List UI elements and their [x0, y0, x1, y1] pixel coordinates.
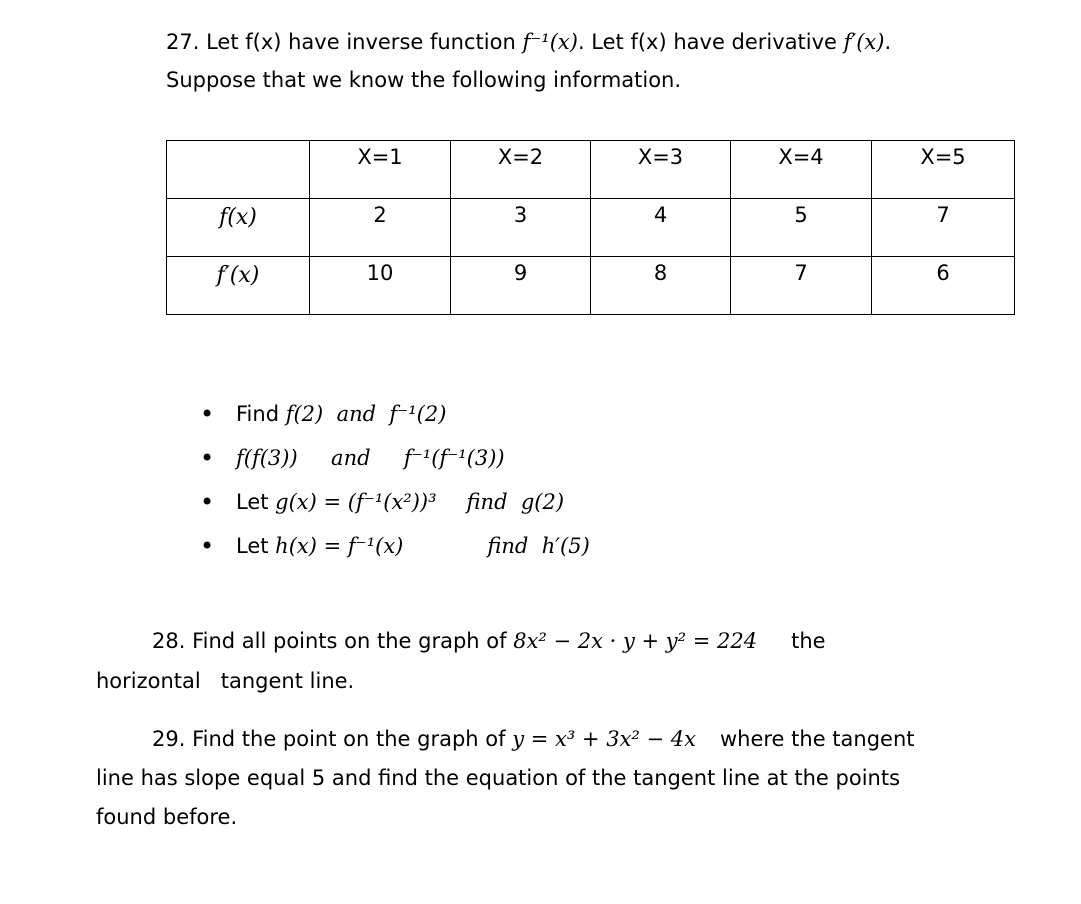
inverse-function-notation: f⁻¹(x) [522, 30, 578, 54]
values-table [166, 140, 1015, 315]
question-27-intro [166, 23, 891, 61]
table-cell: 7 [872, 199, 1015, 257]
table-cell: 10 [310, 257, 451, 315]
table-cell: 4 [591, 199, 731, 257]
list-item: • f(f(3)) and f⁻¹(f⁻¹(3)) [200, 436, 590, 480]
table-cell: 3 [451, 199, 591, 257]
list-item: • Find f(2) and f⁻¹(2) [200, 392, 590, 436]
row-label-fx: f(x) [167, 199, 310, 257]
table-header-cell: X=5 [872, 141, 1015, 199]
table-cell: 8 [591, 257, 731, 315]
table-row [167, 199, 1015, 257]
table-header-cell [167, 141, 310, 199]
q27-text-a: 27. Let f(x) have inverse function [166, 30, 523, 54]
table-cell: 5 [731, 199, 872, 257]
q28-equation: 8x² − 2x · y + y² = 224 [513, 629, 758, 653]
question-28-line2: horizontal tangent line. [96, 669, 355, 693]
table-cell: 9 [451, 257, 591, 315]
question-27-line2: Suppose that we know the following information. [166, 68, 682, 92]
table-header-cell: X=2 [451, 141, 591, 199]
q27-text-c: . [884, 30, 892, 54]
list-item: • Let h(x) = f⁻¹(x) find h′(5) [200, 524, 590, 568]
table-header-cell: X=1 [310, 141, 451, 199]
table-cell: 6 [872, 257, 1015, 315]
table-header-cell: X=4 [731, 141, 872, 199]
q27-text-b: . Let f(x) have derivative [577, 30, 844, 54]
table-cell: 7 [731, 257, 872, 315]
question-29: 29. Find the point on the graph of y = x³ + 3x² − 4x where the tangent [152, 727, 915, 751]
question-28: 28. Find all points on the graph of 8x² − 2x · y + y² = 224 the [152, 629, 826, 653]
row-label-fprime: f′(x) [167, 257, 310, 315]
table-cell: 2 [310, 199, 451, 257]
q29-equation: y = x³ + 3x² − 4x [512, 727, 696, 751]
question-29-line3: found before. [96, 805, 238, 829]
question-29-line2: line has slope equal 5 and find the equation of the tangent line at the points [96, 766, 901, 790]
table-header-cell: X=3 [591, 141, 731, 199]
table-row [167, 257, 1015, 315]
task-list [200, 392, 590, 568]
derivative-notation: f′(x) [843, 30, 885, 54]
list-item: • Let g(x) = (f⁻¹(x²))³ find g(2) [200, 480, 590, 524]
table-header-row [167, 141, 1015, 199]
